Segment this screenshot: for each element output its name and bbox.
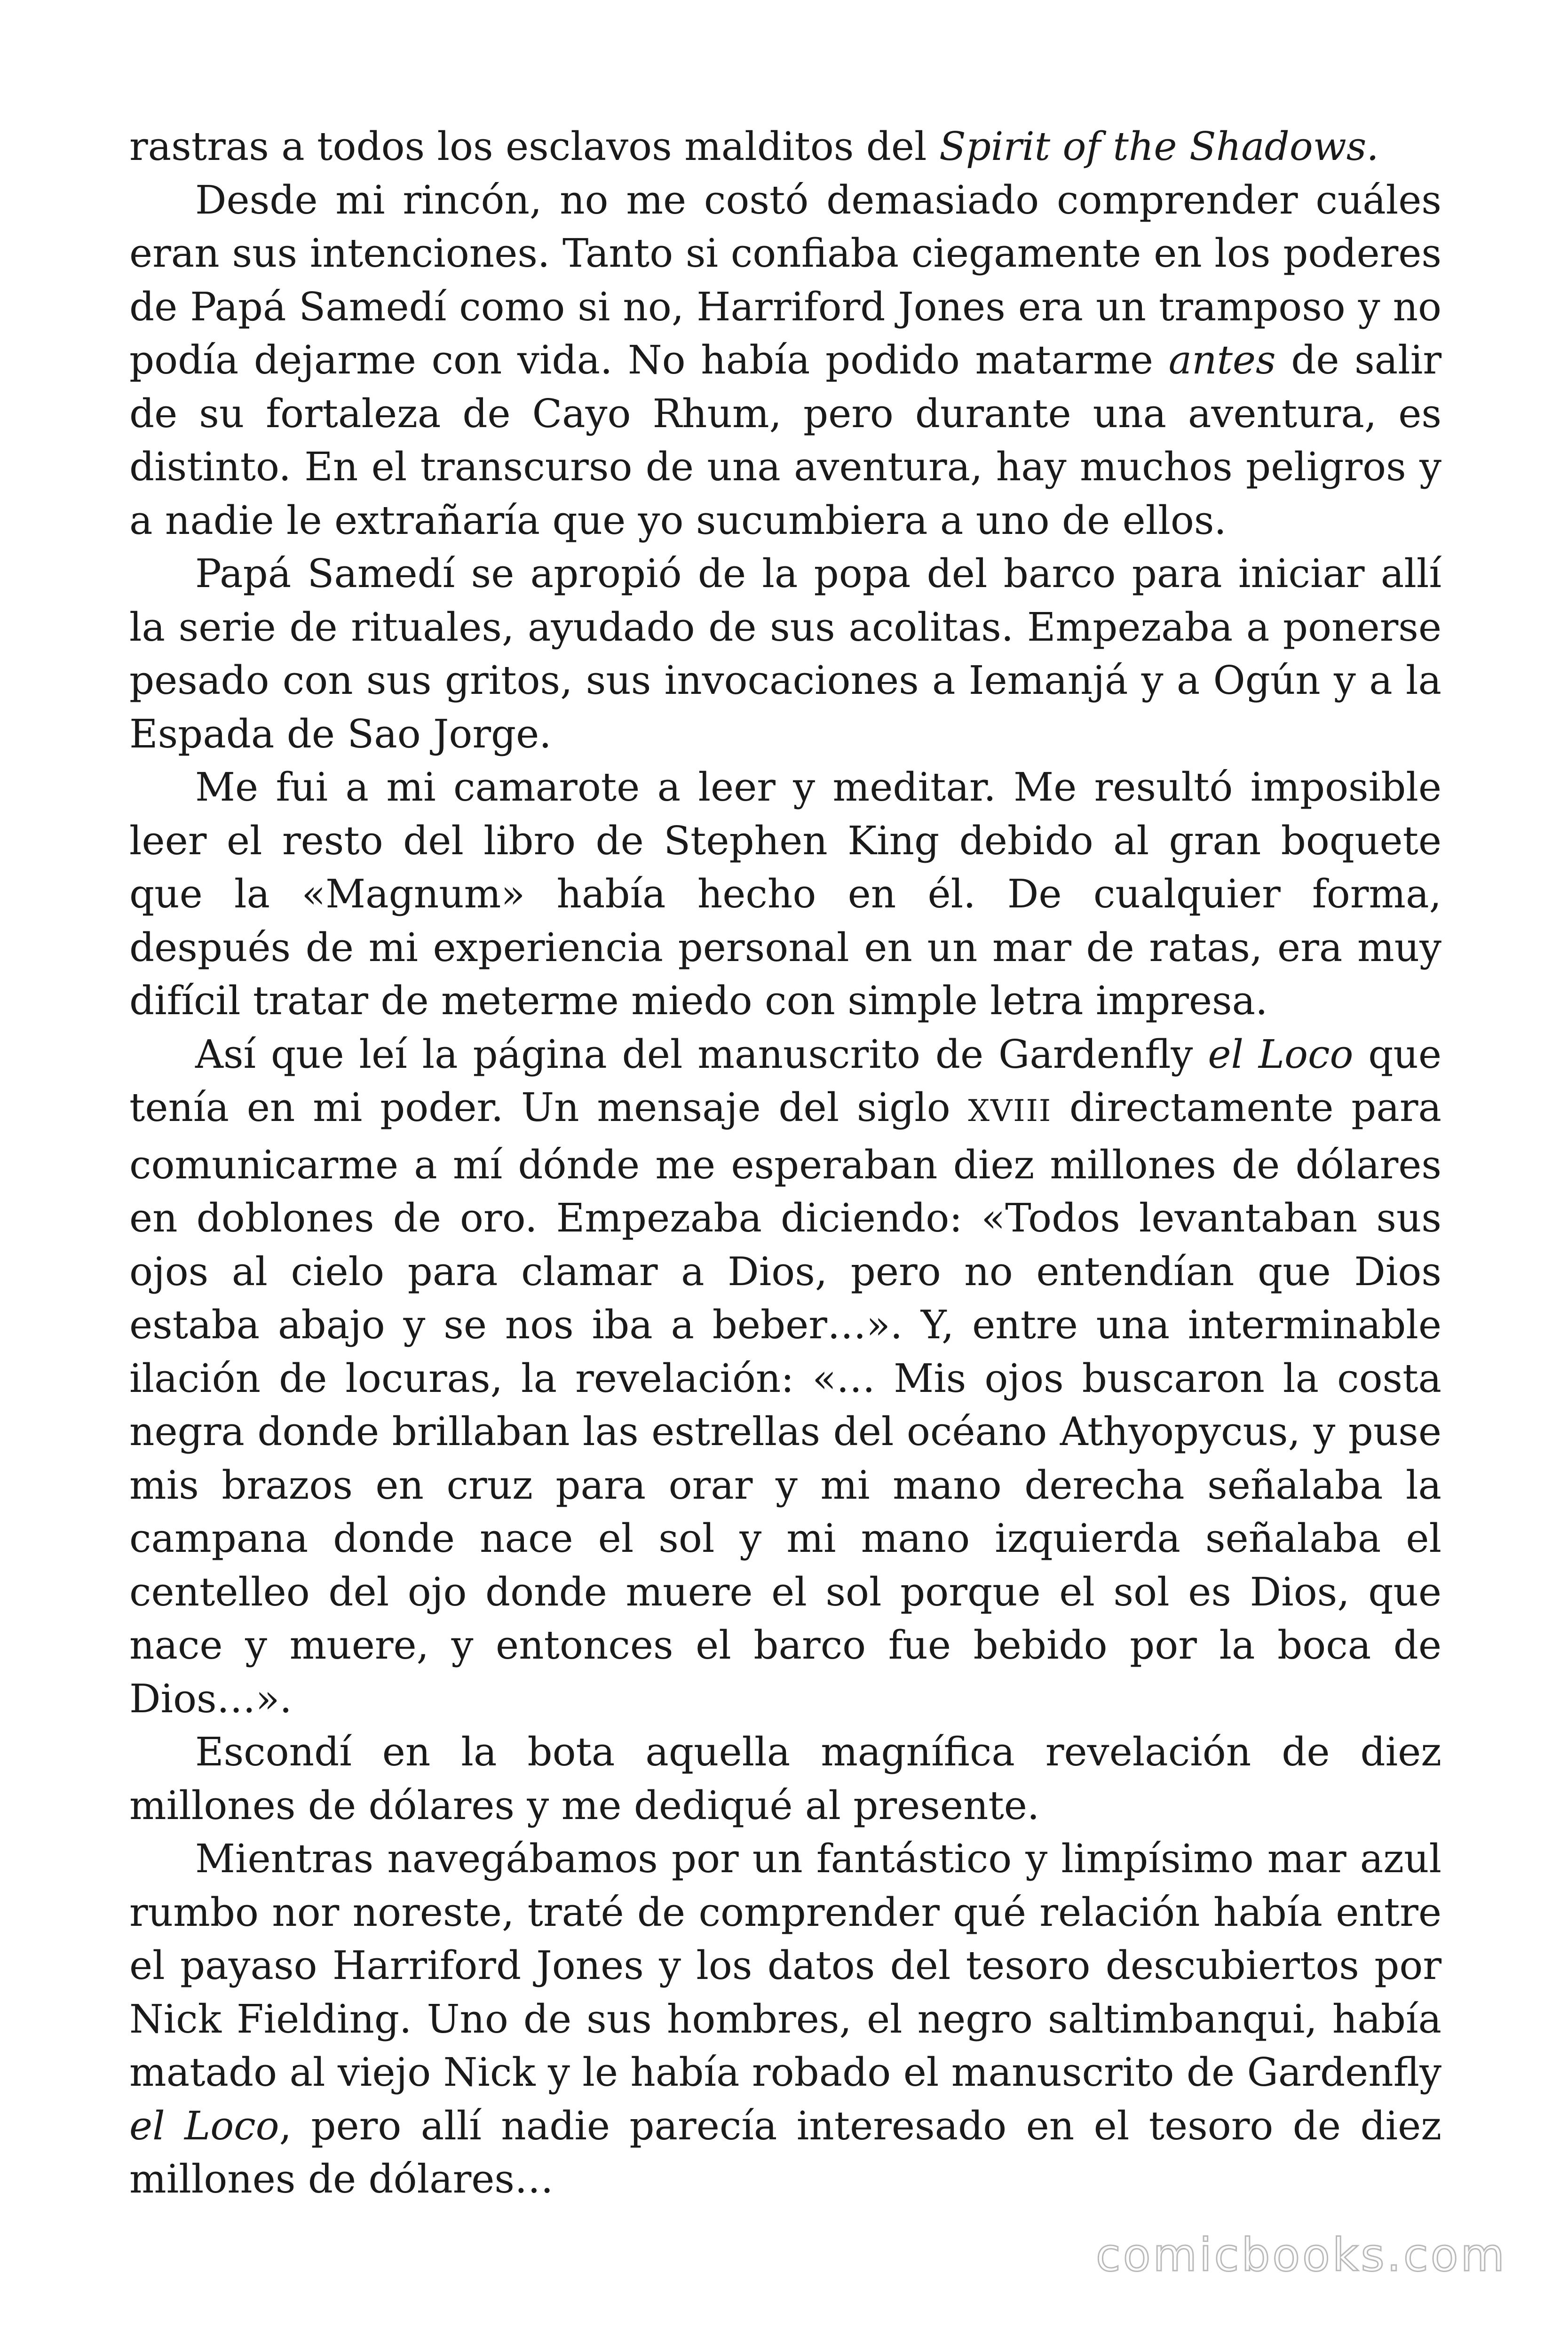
watermark: comicbooks.com [1095, 2229, 1507, 2281]
text-segment: Desde mi rincón, no me costó demasiado comprender cuáles eran sus intenciones. Tanto si confiaba ciegamente en los poderes de Papá Samedí como si no, Harriford Jones era un tramposo y no podía dejarme con vida. No había podido matarme [129, 177, 1441, 383]
paragraph-2 [129, 174, 1441, 548]
text-segment: directamente para comunicarme a mí dónde me esperaban diez millones de dólares en doblones de oro. Empezaba diciendo: «Todos levantaban sus ojos al cielo para clamar a Dios, pero no entendían que Dios estaba abajo y se nos iba a beber…». Y, entre una interminable ilación de locuras, la revelación: «… Mis ojos buscaron la costa negra donde brillaban las estrellas del océano Athyopycus, y puse mis brazos en cruz para orar y mi mano derecha señalaba la campana donde nace el sol y mi mano izquierda señalaba el centelleo del ojo donde muere el sol porque el sol es Dios, que nace y muere, y entonces el barco fue bebido por la boca de Dios…». [129, 1085, 1442, 1722]
text-segment: rastras a todos los esclavos malditos del [129, 124, 939, 169]
italic-emphasis: el Loco [1208, 1031, 1354, 1077]
text-segment: Papá Samedí se apropió de la popa del barco para iniciar allí la serie de rituales, ayudado de sus acolitas. Empezaba a ponerse pesado con sus gritos, sus invocaciones a Iemanjá y a Ogún y a la Espada de Sao Jorge. [129, 551, 1441, 757]
text-segment: Escondí en la bota aquella magnífica revelación de diez millones de dólares y me dediqué al presente. [129, 1729, 1441, 1828]
paragraph-5 [129, 1028, 1441, 1726]
text-segment: Me fui a mi camarote a leer y meditar. Me resultó imposible leer el resto del libro de Stephen King debido al gran boquete que la «Magnum» había hecho en él. De cualquier forma, después de mi experiencia personal en un mar de ratas, era muy difícil tratar de meterme miedo con simple letra impresa. [129, 764, 1441, 1024]
paragraph-1 [129, 120, 1441, 174]
book-page [129, 120, 1441, 2206]
italic-emphasis: el Loco [129, 2103, 279, 2149]
text-segment: de salir de su fortaleza de Cayo Rhum, pero durante una aventura, es distinto. En el transcurso de una aventura, hay muchos peligros y a nadie le extrañaría que yo sucumbiera a uno de ellos. [129, 337, 1441, 543]
small-caps-roman-numeral: XVIII [968, 1094, 1052, 1128]
text-segment: Mientras navegábamos por un fantástico y limpísimo mar azul rumbo nor noreste, traté de comprender qué relación había entre el payaso Harriford Jones y los datos del tesoro descubiertos por Nick Fielding. Uno de sus hombres, el negro saltimbanqui, había matado al viejo Nick y le había robado el manuscrito de Gardenfly [129, 1836, 1441, 2095]
text-segment: Así que leí la página del manuscrito de Gardenfly [195, 1031, 1208, 1077]
paragraph-4 [129, 761, 1441, 1028]
text-segment: que tenía en mi poder. Un mensaje del siglo [129, 1031, 1442, 1130]
italic-emphasis: antes [1168, 337, 1276, 383]
paragraph-7 [129, 1832, 1441, 2206]
paragraph-6 [129, 1725, 1441, 1832]
paragraph-3 [129, 547, 1441, 761]
italic-title: Spirit of the Shadows. [939, 124, 1379, 169]
text-segment: , pero allí nadie parecía interesado en el tesoro de diez millones de dólares… [129, 2103, 1441, 2202]
